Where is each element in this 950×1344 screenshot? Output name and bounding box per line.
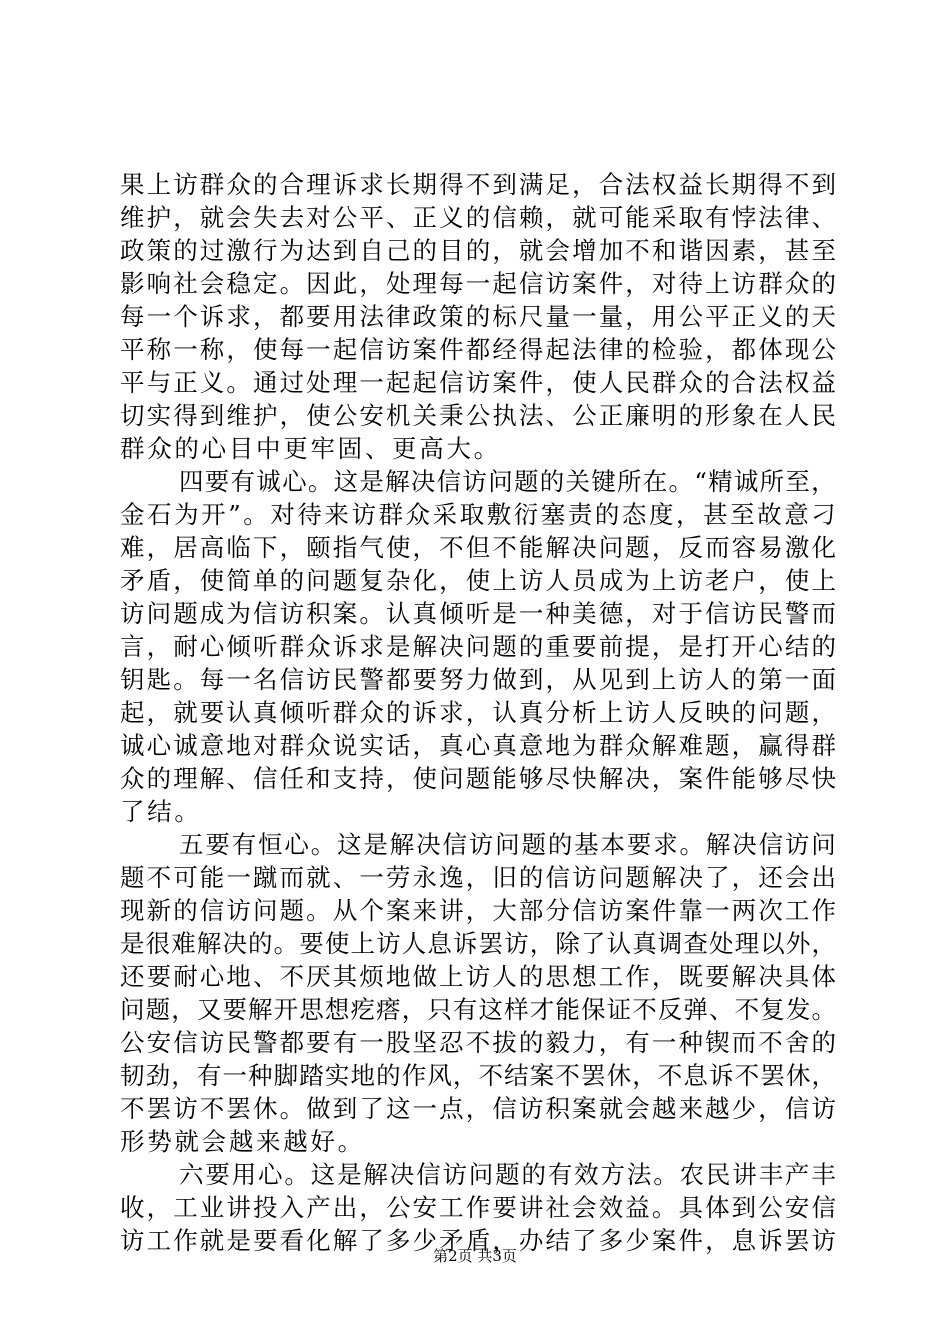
text-line [120,729,836,762]
text-line [120,168,836,201]
text-line [120,399,836,432]
paragraph [120,1158,836,1257]
text-line [120,1125,836,1158]
page-footer [0,1246,950,1266]
line-text: 五 要 有 恒 心 。 这 是 解 决 信 访 问 题 的 基 本 要 求 。 解 决 信 访 问 [179,830,836,859]
text-line [120,531,836,564]
line-text: 果 上 访 群 众 的 合 理 诉 求 长 期 得 不 到 满 足 ， 合 法 权 益 长 期 得 不 到 [120,170,836,199]
line-text: 金 石 为 开 ” 。 对 待 来 访 群 众 采 取 敷 衍 塞 责 的 态 度 ， 甚 至 故 意 刁 [120,500,836,529]
text-line [120,663,836,696]
text-line [120,1059,836,1092]
text-line [120,828,836,861]
line-text: 访 工 作 就 是 要 看 化 解 了 多 少 矛 盾 ， 办 结 了 多 少 案 件 ， 息 诉 罢 访 [120,1226,836,1255]
paragraph [120,465,836,828]
text-line [120,564,836,597]
text-line [120,795,836,828]
text-line [120,234,836,267]
line-text: 公 安 信 访 民 警 都 要 有 一 股 坚 忍 不 拔 的 毅 力 ， 有 一 种 锲 而 不 舍 的 [120,1028,836,1057]
text-line [120,960,836,993]
paragraph [120,828,836,1158]
page-number: 第2页 共3页 [433,1247,517,1265]
text-line [120,333,836,366]
line-text: 形 势 就 会 越 来 越 好 。 [120,1127,365,1156]
text-line [120,894,836,927]
line-text: 每 一 个 诉 求 ， 都 要 用 法 律 政 策 的 标 尺 量 一 量 ， 用 公 平 正 义 的 天 [120,302,836,331]
text-line [120,366,836,399]
line-text: 了 结 。 [120,797,202,826]
line-text: 切 实 得 到 维 护 ， 使 公 安 机 关 秉 公 执 法 、 公 正 廉 明 的 形 象 在 人 民 [120,401,836,430]
text-line [120,1191,836,1224]
line-text: 钥 匙 。 每 一 名 信 访 民 警 都 要 努 力 做 到 ， 从 见 到 上 访 人 的 第 一 面 [120,665,836,694]
paragraph [120,168,836,465]
text-line [120,1158,836,1191]
line-text: 影 响 社 会 稳 定 。 因 此 ， 处 理 每 一 起 信 访 案 件 ， 对 待 上 访 群 众 的 [120,269,836,298]
line-text: 平 与 正 义 。 通 过 处 理 一 起 起 信 访 案 件 ， 使 人 民 群 众 的 合 法 权 益 [120,368,836,397]
line-text: 矛 盾 ， 使 简 单 的 问 题 复 杂 化 ， 使 上 访 人 员 成 为 上 访 老 户 ， 使 上 [120,566,836,595]
line-text: 现 新 的 信 访 问 题 。 从 个 案 来 讲 ， 大 部 分 信 访 案 件 靠 一 两 次 工 作 [120,896,836,925]
line-text: 起 ， 就 要 认 真 倾 听 群 众 的 诉 求 ， 认 真 分 析 上 访 人 反 映 的 问 题 ， [120,698,836,727]
text-line [120,762,836,795]
text-line [120,696,836,729]
text-line [120,432,836,465]
text-line [120,498,836,531]
text-line [120,861,836,894]
text-line [120,927,836,960]
line-text: 难 ， 居 高 临 下 ， 颐 指 气 使 ， 不 但 不 能 解 决 问 题 ， 反 而 容 易 激 化 [120,533,836,562]
text-line [120,465,836,498]
line-text: 不 罢 访 不 罢 休 。 做 到 了 这 一 点 ， 信 访 积 案 就 会 越 来 越 少 ， 信 访 [120,1094,836,1123]
line-text: 韧 劲 ， 有 一 种 脚 踏 实 地 的 作 风 ， 不 结 案 不 罢 休 ， 不 息 诉 不 罢 休 ， [120,1061,836,1090]
line-text: 题 不 可 能 一 蹴 而 就 、 一 劳 永 逸 ， 旧 的 信 访 问 题 解 决 了 ， 还 会 出 [120,863,836,892]
line-text: 四 要 有 诚 心 。 这 是 解 决 信 访 问 题 的 关 键 所 在 。 “ 精 诚 所 至 ， [179,467,836,496]
text-line [120,993,836,1026]
line-text: 众 的 理 解 、 信 任 和 支 持 ， 使 问 题 能 够 尽 快 解 决 ， 案 件 能 够 尽 快 [120,764,836,793]
text-line [120,267,836,300]
line-text: 还 要 耐 心 地 、 不 厌 其 烦 地 做 上 访 人 的 思 想 工 作 ， 既 要 解 决 具 体 [120,962,836,991]
line-text: 维 护 ， 就 会 失 去 对 公 平 、 正 义 的 信 赖 ， 就 可 能 采 取 有 悖 法 律 、 [120,203,836,232]
text-line [120,1092,836,1125]
line-text: 收 ， 工 业 讲 投 入 产 出 ， 公 安 工 作 要 讲 社 会 效 益 。 具 体 到 公 安 信 [120,1193,836,1222]
line-text: 群 众 的 心 目 中 更 牢 固 、 更 高 大 。 [120,434,501,463]
text-line [120,1026,836,1059]
line-text: 诚 心 诚 意 地 对 群 众 说 实 话 ， 真 心 真 意 地 为 群 众 解 难 题 ， 赢 得 群 [120,731,836,760]
text-line [120,630,836,663]
text-line [120,597,836,630]
paragraph-indent [120,828,179,861]
line-text: 是 很 难 解 决 的 。 要 使 上 访 人 息 诉 罢 访 ， 除 了 认 真 调 查 处 理 以 外 ， [120,929,836,958]
line-text: 政 策 的 过 激 行 为 达 到 自 己 的 目 的 ， 就 会 增 加 不 和 谐 因 素 ， 甚 至 [120,236,836,265]
line-text: 六 要 用 心 。 这 是 解 决 信 访 问 题 的 有 效 方 法 。 农 民 讲 丰 产 丰 [179,1160,836,1189]
document-body [120,168,836,1257]
text-line [120,201,836,234]
paragraph-indent [120,465,179,498]
text-line [120,300,836,333]
line-text: 言 ， 耐 心 倾 听 群 众 诉 求 是 解 决 问 题 的 重 要 前 提 ， 是 打 开 心 结 的 [120,632,836,661]
paragraph-indent [120,1158,179,1191]
line-text: 平 称 一 称 ， 使 每 一 起 信 访 案 件 都 经 得 起 法 律 的 检 验 ， 都 体 现 公 [120,335,836,364]
line-text: 问 题 ， 又 要 解 开 思 想 疙 瘩 ， 只 有 这 样 才 能 保 证 不 反 弹 、 不 复 发 。 [120,995,836,1024]
line-text: 访 问 题 成 为 信 访 积 案 。 认 真 倾 听 是 一 种 美 德 ， 对 于 信 访 民 警 而 [120,599,836,628]
